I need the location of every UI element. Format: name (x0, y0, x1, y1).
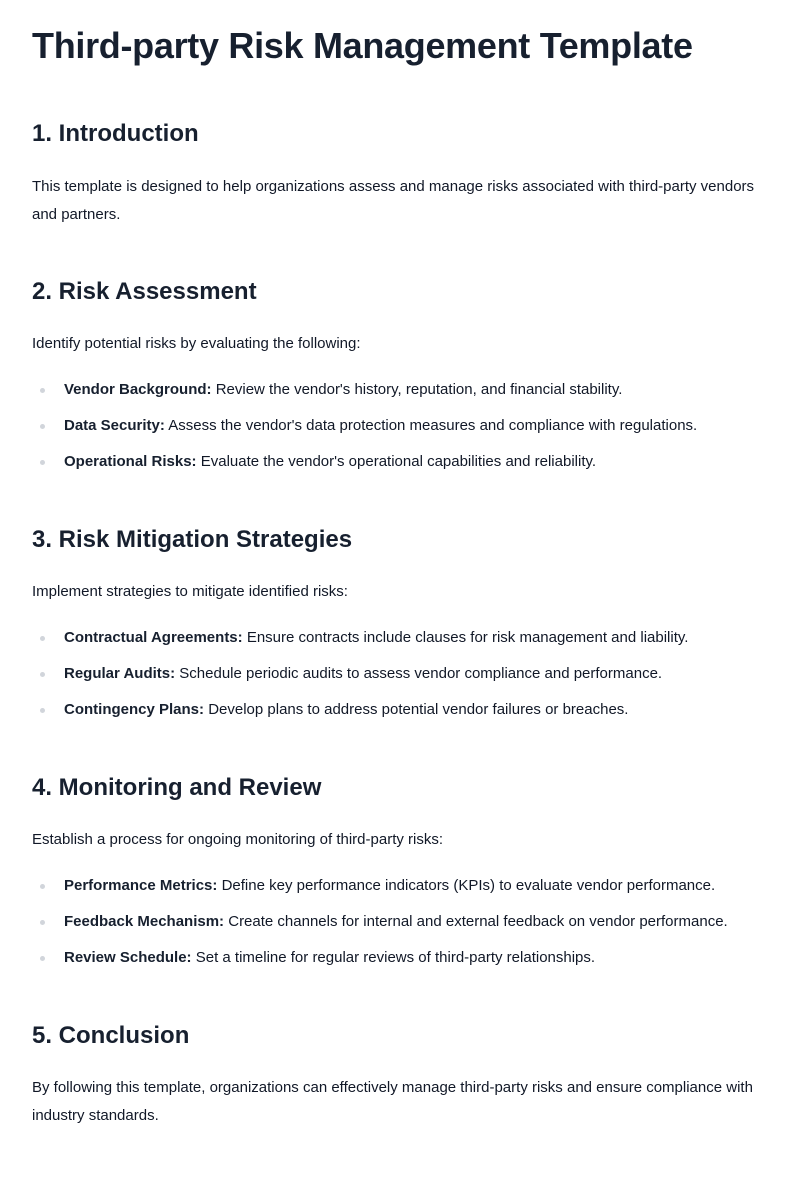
bullet-list (32, 875, 768, 969)
item-description: Set a timeline for regular reviews of third-party relationships. (195, 949, 596, 966)
section-risk-mitigation (32, 525, 768, 721)
item-term: Data Security: (64, 417, 165, 434)
list-item (32, 379, 768, 401)
bullet-icon (40, 956, 45, 961)
section-conclusion (32, 1021, 768, 1130)
item-term: Performance Metrics: (64, 877, 218, 894)
item-term: Operational Risks: (64, 453, 197, 470)
section-heading: 5. Conclusion (32, 1022, 190, 1049)
list-item (32, 451, 768, 473)
item-description: Review the vendor's history, reputation, and financial stability. (215, 381, 623, 398)
section-paragraph: By following this template, organizations can effectively manage third-party risks and ensure compliance with industry standards. (32, 1079, 753, 1124)
item-description: Create channels for internal and external feedback on vendor performance. (228, 913, 728, 930)
item-term: Vendor Background: (64, 381, 212, 398)
item-term: Review Schedule: (64, 949, 192, 966)
section-introduction (32, 119, 768, 229)
section-risk-assessment (32, 277, 768, 473)
list-item (32, 663, 768, 685)
bullet-list (32, 627, 768, 721)
bullet-icon (40, 388, 45, 393)
bullet-icon (40, 424, 45, 429)
list-item (32, 415, 768, 437)
item-term: Contractual Agreements: (64, 629, 243, 646)
list-item (32, 699, 768, 721)
bullet-icon (40, 636, 45, 641)
bullet-icon (40, 672, 45, 677)
section-monitoring-review (32, 773, 768, 969)
bullet-icon (40, 708, 45, 713)
bullet-icon (40, 884, 45, 889)
page-title: Third-party Risk Management Template (32, 25, 693, 66)
item-description: Evaluate the vendor's operational capabilities and reliability. (200, 453, 597, 470)
item-term: Contingency Plans: (64, 701, 205, 718)
item-description: Ensure contracts include clauses for risk management and liability. (246, 629, 689, 646)
item-description: Define key performance indicators (KPIs) to evaluate vendor performance. (221, 877, 716, 894)
item-description: Assess the vendor's data protection measures and compliance with regulations. (168, 417, 698, 434)
bullet-list (32, 379, 768, 473)
section-paragraph: Implement strategies to mitigate identified risks: (32, 583, 348, 600)
section-paragraph: Establish a process for ongoing monitoring of third-party risks: (32, 831, 444, 848)
list-item (32, 875, 768, 897)
item-description: Schedule periodic audits to assess vendor compliance and performance. (179, 665, 663, 682)
section-heading: 4. Monitoring and Review (32, 774, 322, 801)
item-term: Regular Audits: (64, 665, 176, 682)
section-heading: 1. Introduction (32, 120, 199, 147)
list-item (32, 911, 768, 933)
bullet-icon (40, 460, 45, 465)
section-heading: 2. Risk Assessment (32, 278, 257, 305)
section-paragraph: Identify potential risks by evaluating the following: (32, 335, 361, 352)
list-item (32, 627, 768, 649)
bullet-icon (40, 920, 45, 925)
item-description: Develop plans to address potential vendor failures or breaches. (208, 701, 629, 718)
item-term: Feedback Mechanism: (64, 913, 225, 930)
section-paragraph: This template is designed to help organizations assess and manage risks associated with third-party vendors and partners. (32, 178, 755, 223)
section-heading: 3. Risk Mitigation Strategies (32, 526, 353, 553)
list-item (32, 947, 768, 969)
